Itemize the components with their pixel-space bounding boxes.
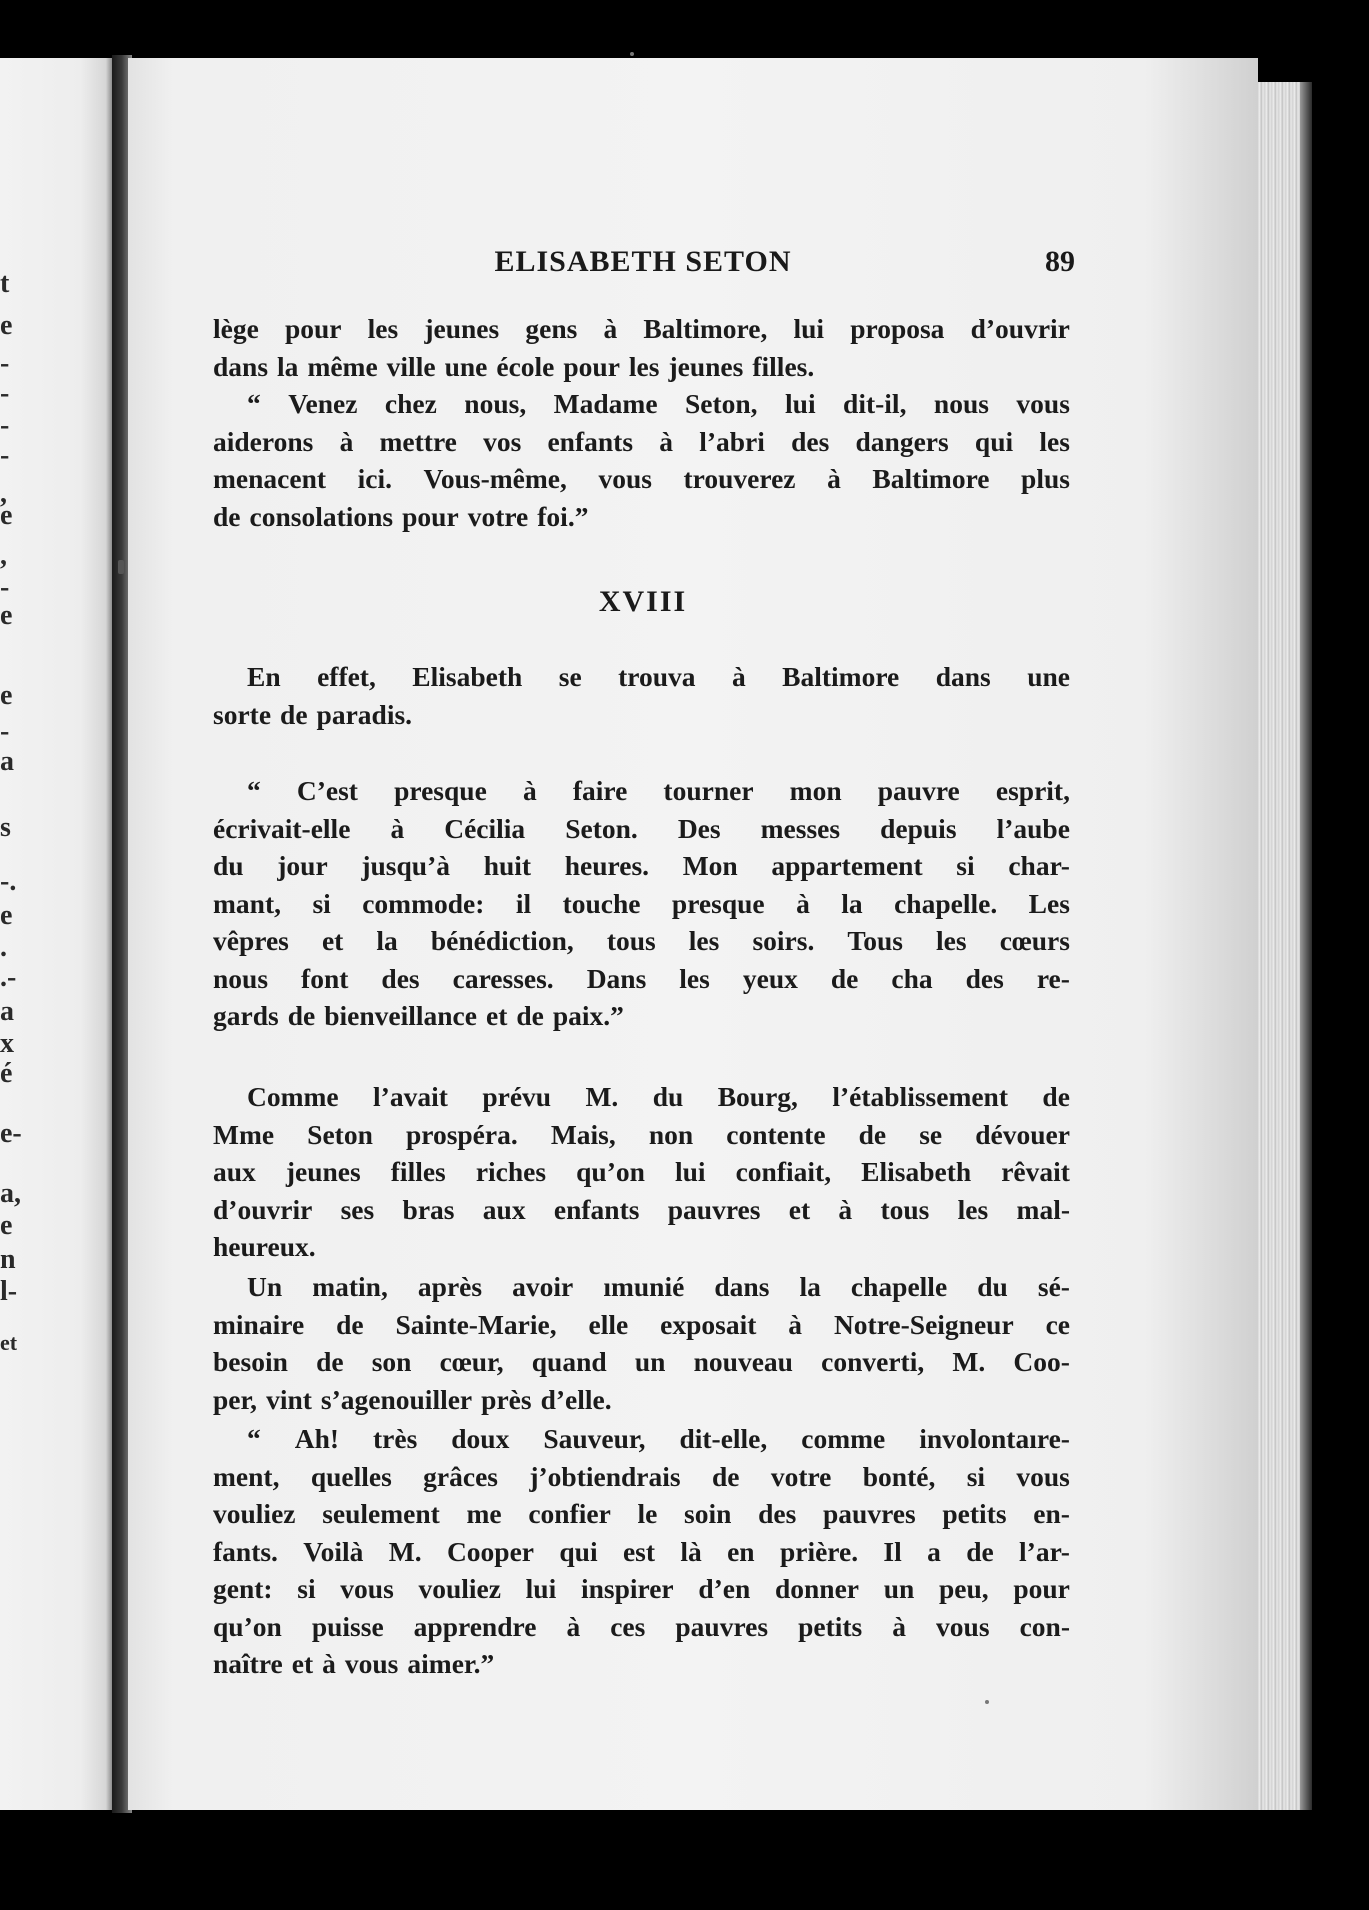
text-line: vêpres et la bénédiction, tous les soirs. Tous les cœurs xyxy=(213,925,1070,956)
previous-page-char: é xyxy=(0,1058,13,1089)
previous-page-char: - xyxy=(0,378,10,409)
previous-page-char: , xyxy=(0,540,7,571)
text-line: naître et à vous aimer.” xyxy=(213,1648,495,1679)
previous-page-char: a xyxy=(0,746,14,777)
paragraph-2 xyxy=(213,385,1070,535)
text-line: vouliez seulement me confier le soin des pauvres petits en- xyxy=(213,1498,1070,1529)
text-line: En effet, Elisabeth se trouva à Baltimore dans une xyxy=(247,661,1070,692)
previous-page-char: . xyxy=(0,932,7,963)
text-line: Mme Seton prospéra. Mais, non contente de se dévouer xyxy=(213,1118,1070,1150)
previous-page-char: - xyxy=(0,572,10,603)
previous-page-char: a xyxy=(0,996,14,1027)
text-line: qu’on puisse apprendre à ces pauvres petits à vous con- xyxy=(213,1610,1070,1642)
section-heading: XVIII xyxy=(598,585,688,618)
text-line: fants. Voilà M. Cooper qui est là en prière. Il a de l’ar- xyxy=(213,1535,1070,1567)
previous-page-char: e xyxy=(0,500,13,531)
text-line: gent: si vous vouliez lui inspirer d’en donner un peu, pour xyxy=(213,1573,1070,1604)
scan-speck xyxy=(118,560,124,574)
previous-page-char: t xyxy=(0,268,10,299)
page-header xyxy=(213,245,1073,285)
text-line: “ Venez chez nous, Madame Seton, lui dit-il, nous vous xyxy=(247,388,1070,419)
text-line: lège pour les jeunes gens à Baltimore, lui proposa d’ouvrir xyxy=(213,313,1070,344)
previous-page-char: - xyxy=(0,716,10,747)
previous-page-char: e xyxy=(0,600,13,631)
previous-page-char: et xyxy=(0,1330,18,1355)
previous-page-char: e xyxy=(0,1210,13,1241)
text-line: minaire de Sainte-Marie, elle exposait à Notre-Seigneur ce xyxy=(213,1308,1070,1340)
previous-page-char: e- xyxy=(0,1118,22,1149)
previous-page-char: x xyxy=(0,1028,14,1059)
previous-page-char: s xyxy=(0,812,11,843)
text-line: heureux. xyxy=(213,1231,316,1262)
previous-page-char: - xyxy=(0,348,10,379)
paragraph-3 xyxy=(213,658,1070,733)
text-line: “ C’est presque à faire tourner mon pauvre esprit, xyxy=(247,775,1070,806)
previous-page-char: e xyxy=(0,680,13,711)
text-line: de consolations pour votre foi.” xyxy=(213,500,589,532)
previous-page-char: , xyxy=(0,478,7,509)
previous-page-char: - xyxy=(0,410,10,441)
paragraph-1 xyxy=(213,310,1070,385)
scan-speck xyxy=(985,1700,989,1704)
scan-speck xyxy=(630,52,634,56)
previous-page-char: -. xyxy=(0,866,17,897)
text-line: sorte de paradis. xyxy=(213,698,413,730)
text-line: “ Ah! très doux Sauveur, dit-elle, comme involontaıre- xyxy=(247,1423,1070,1454)
text-line: du jour jusqu’à huit heures. Mon appartement si char- xyxy=(213,850,1070,881)
text-line: aux jeunes filles riches qu’on lui confiait, Elisabeth rêvait xyxy=(213,1156,1070,1187)
text-line: menacent ici. Vous-même, vous trouverez à Baltimore plus xyxy=(213,463,1070,494)
text-line: d’ouvrir ses bras aux enfants pauvres et à tous les mal- xyxy=(213,1193,1070,1225)
text-line: nous font des caresses. Dans les yeux de cha des re- xyxy=(213,962,1070,994)
previous-page-char: a, xyxy=(0,1178,21,1209)
page-edge-shadow xyxy=(1300,82,1312,1810)
text-line: per, vint s’agenouiller près d’elle. xyxy=(213,1383,612,1415)
previous-page-char: n xyxy=(0,1244,16,1275)
paragraph-4 xyxy=(213,772,1070,1035)
paragraph-5 xyxy=(213,1078,1070,1266)
text-line: aiderons à mettre vos enfants à l’abri des dangers qui les xyxy=(213,425,1070,457)
text-line: écrivait-elle à Cécilia Seton. Des messes depuis l’aube xyxy=(213,812,1070,844)
paragraph-6 xyxy=(213,1268,1070,1418)
previous-page-char: e xyxy=(0,900,13,931)
page-number: 89 xyxy=(1045,245,1075,278)
text-line: Un matin, après avoir ımunié dans la chapelle du sé- xyxy=(247,1271,1070,1302)
previous-page-char: - xyxy=(0,440,10,471)
running-title: ELISABETH SETON xyxy=(494,245,792,278)
previous-page-char: l- xyxy=(0,1276,18,1307)
previous-page-char: .- xyxy=(0,962,17,993)
text-line: Comme l’avait prévu M. du Bourg, l’établissement de xyxy=(247,1081,1070,1112)
text-line: ment, quelles grâces j’obtiendrais de votre bonté, si vous xyxy=(213,1460,1070,1492)
text-line: mant, si commode: il touche presque à la chapelle. Les xyxy=(213,887,1070,919)
text-line: besoin de son cœur, quand un nouveau converti, M. Coo- xyxy=(213,1346,1070,1377)
text-line: gards de bienveillance et de paix.” xyxy=(213,1000,624,1031)
previous-page-char: e xyxy=(0,310,13,341)
previous-page-edge xyxy=(0,58,115,1810)
paragraph-7 xyxy=(213,1420,1070,1683)
text-line: dans la même ville une école pour les jeunes filles. xyxy=(213,350,815,382)
